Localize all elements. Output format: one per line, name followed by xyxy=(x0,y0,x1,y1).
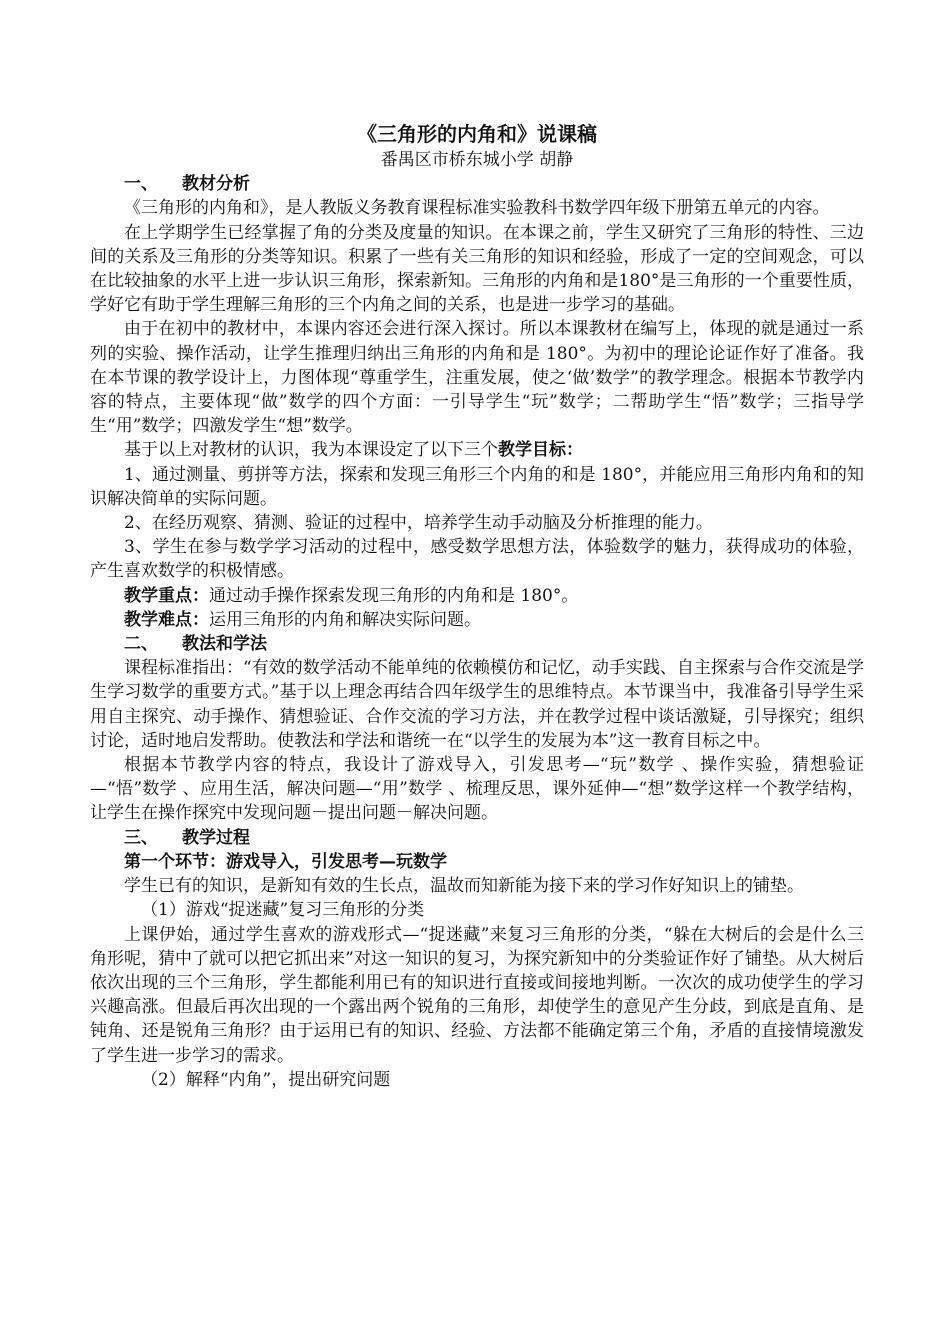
document-page xyxy=(90,120,864,1092)
section-number: 三、 xyxy=(124,827,158,848)
section-heading-1 xyxy=(90,172,864,196)
paragraph: 根据本节教学内容的特点，我设计了游戏导入，引发思考—“玩”数学 、操作实验，猜想验证—“悟”数学 、应用生活，解决问题—“用”数学 、梳理反思，课外延伸—“想”数学这样一个教学结构，让学生在操作探究中发现问题－提出问题－解决问题。 xyxy=(90,755,864,824)
key-point xyxy=(90,584,864,608)
key-point-label: 教学重点： xyxy=(124,585,209,606)
key-point-text: 通过动手操作探索发现三角形的内角和是 180°。 xyxy=(209,585,579,606)
bold-text: 教学目标 xyxy=(498,440,566,461)
paragraph: 上课伊始，通过学生喜欢的游戏形式—“捉迷藏”来复习三角形的分类，“躲在大树后的会是什么三角形呢，猜中了就可以把它抓出来”对这一知识的复习，为探究新知中的分类验证作好了铺垫。从大树后依次出现的三个三角形，学生都能利用已有的知识进行直接或间接地判断。一次次的成功使学生的学习兴趣高涨。但最后再次出现的一个露出两个锐角的三角形，却使学生的意见产生分歧，到底是直角、是钝角、还是锐角三角形？由于运用已有的知识、经验、方法都不能确定第三个角，矛盾的直接情境激发了学生进一步学习的需求。 xyxy=(90,924,864,1066)
section-title: 教学过程 xyxy=(182,827,250,848)
document-title: 《三角形的内角和》说课稿 xyxy=(357,122,597,146)
paragraph: 课程标准指出：“有效的数学活动不能单纯的依赖模仿和记忆，动手实践、自主探索与合作交流是学生学习数学的重要方式。”基于以上理念再结合四年级学生的思维特点。本节课当中，我准备引导学生采用自主探究、动手操作、猜想验证、合作交流的学习方法，并在教学过程中谈话激疑，引导探究；组织讨论，适时地启发帮助。使教法和学法和谐统一在“以学生的发展为本”这一教育目标之中。 xyxy=(90,658,864,751)
paragraph: 《三角形的内角和》，是人教版义务教育课程标准实验教科书数学四年级下册第五单元的内容。 xyxy=(124,198,830,219)
section-title: 教法和学法 xyxy=(182,634,267,655)
paragraph xyxy=(90,438,864,462)
goal-item: 2、在经历观察、猜测、验证的过程中，培养学生动手动脑及分析推理的能力。 xyxy=(124,513,713,534)
text-run: ： xyxy=(566,440,583,461)
paragraph: 由于在初中的教材中，本课内容还会进行深入探讨。所以本课教材在编写上，体现的就是通过一系列的实验、操作活动，让学生推理归纳出三角形的内角和是 180°。为初中的理论论证作好了准备。我在本节课的教学设计上，力图体现“尊重学生，注重发展，使之‘做’数学”的教学理念。根据本节教学内容的特点，主要体现“做”数学的四个方面：一引导学生“玩”数学；二帮助学生“悟”数学；三指导学生“用”数学；四激发学生“想”数学。 xyxy=(90,319,864,437)
difficulty-text: 运用三角形的内角和解决实际问题。 xyxy=(209,609,481,630)
sub-item-heading: （1）游戏“捉迷藏”复习三角形的分类 xyxy=(141,900,425,921)
goal-item: 3、学生在参与数学学习活动的过程中，感受数学思想方法，体验数学的魅力，获得成功的体验，产生喜欢数学的积极情感。 xyxy=(90,537,864,582)
document-author: 番禺区市桥东城小学 胡静 xyxy=(380,150,574,170)
section-heading-2 xyxy=(90,632,864,656)
sub-item-heading: （2）解释“内角”，提出研究问题 xyxy=(141,1069,391,1090)
paragraph: 学生已有的知识，是新知有效的生长点，温故而知新能为接下来的学习作好知识上的铺垫。 xyxy=(124,876,804,897)
difficulty xyxy=(90,608,864,632)
difficulty-label: 教学难点： xyxy=(124,609,209,630)
section-heading-3 xyxy=(90,826,864,850)
paragraph: 在上学期学生已经掌握了角的分类及度量的知识。在本课之前，学生又研究了三角形的特性、三边间的关系及三角形的分类等知识。积累了一些有关三角形的知识和经验，形成了一定的空间观念，可以在比较抽象的水平上进一步认识三角形，探索新知。三角形的内角和是180°是三角形的一个重要性质，学好它有助于学生理解三角形的三个内角之间的关系，也是进一步学习的基础。 xyxy=(90,222,864,316)
section-number: 二、 xyxy=(124,634,158,655)
stage-heading: 第一个环节：游戏导入，引发思考—玩数学 xyxy=(124,851,447,872)
text-run: 基于以上对教材的认识，我为本课设定了以下三个 xyxy=(124,440,498,461)
section-title: 教材分析 xyxy=(182,174,250,195)
section-number: 一、 xyxy=(124,174,158,195)
goal-item: 1、通过测量、剪拼等方法，探索和发现三角形三个内角的和是 180°，并能应用三角形内角和的知识解决简单的实际问题。 xyxy=(90,464,864,509)
